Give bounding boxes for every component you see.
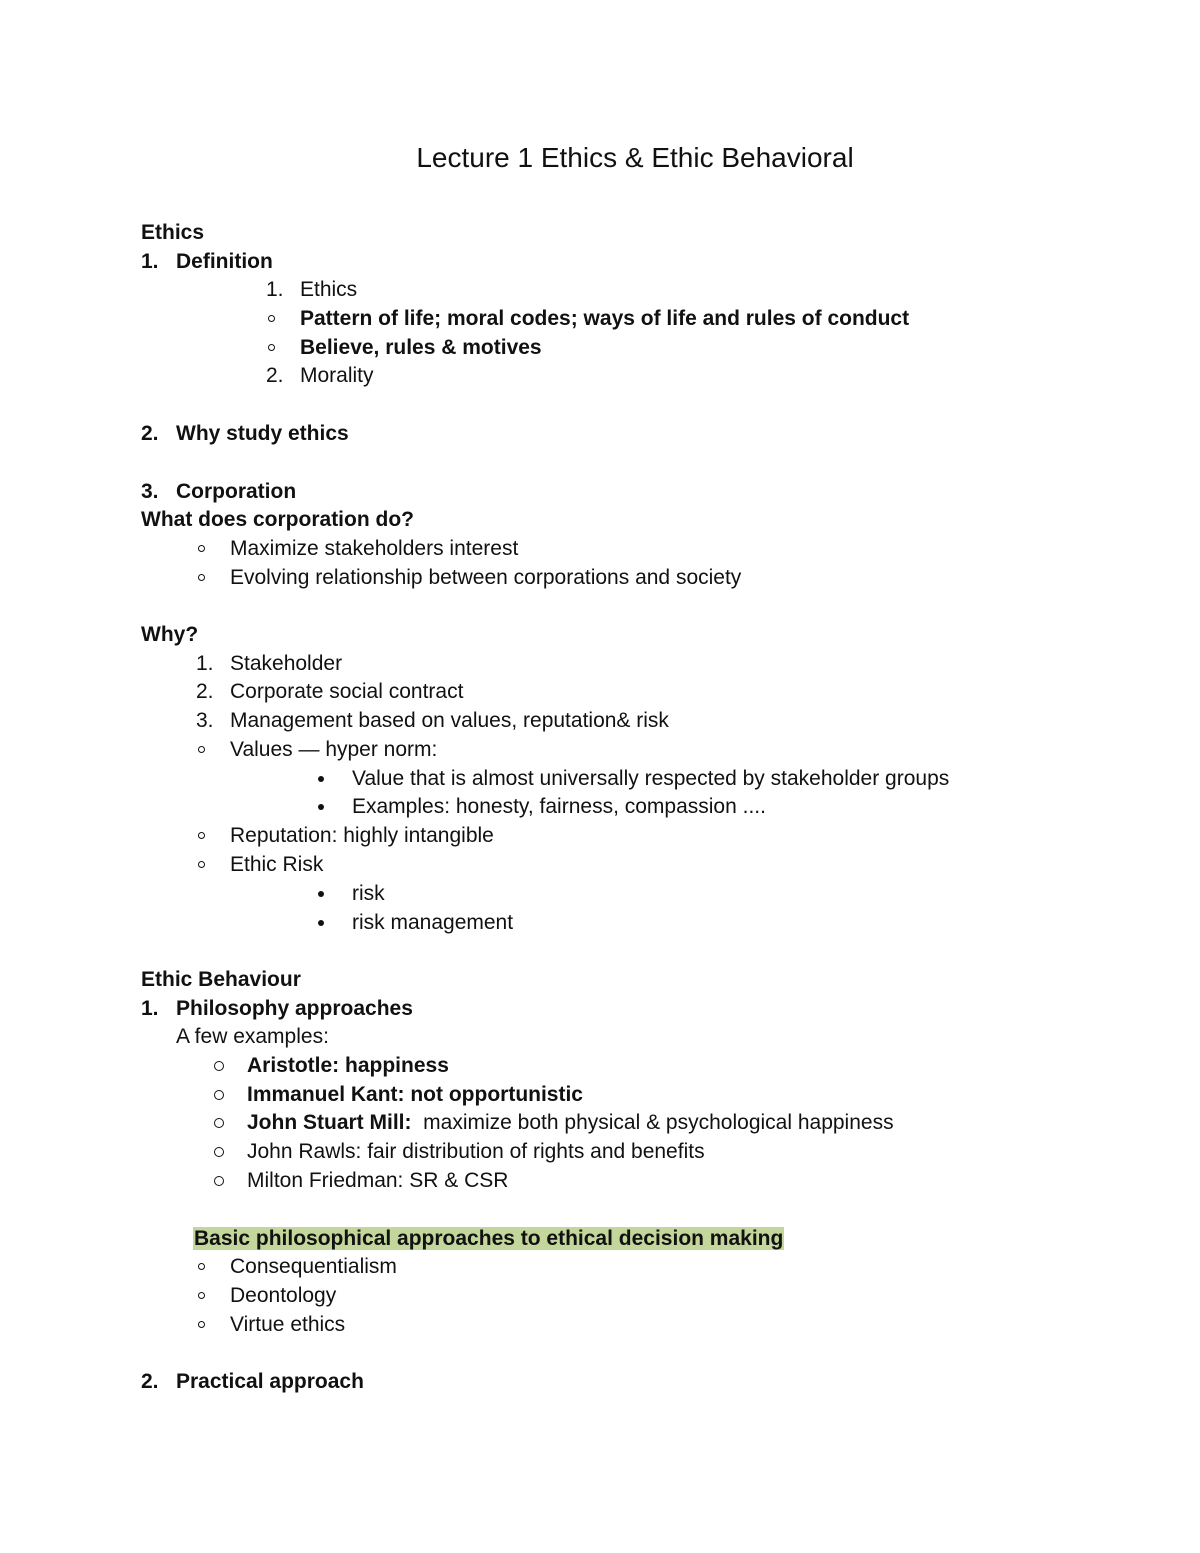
list-number: 3.: [196, 709, 214, 732]
disc-bullet-icon: [318, 804, 324, 810]
list-number: 1.: [196, 652, 214, 675]
disc-bullet-icon: [318, 891, 324, 897]
circle-bullet-icon: [198, 746, 205, 753]
section-heading-ethic-behaviour: Ethic Behaviour: [141, 968, 301, 991]
list-text: Stakeholder: [230, 652, 343, 675]
list-label: Philosophy approaches: [176, 997, 413, 1020]
page-title: Lecture 1 Ethics & Ethic Behavioral: [416, 142, 854, 173]
circle-bullet-icon: [198, 1321, 205, 1328]
list-text: Deontology: [230, 1284, 337, 1307]
circle-bullet-icon: [198, 1263, 205, 1270]
list-number: 3.: [141, 480, 159, 503]
list-text: Virtue ethics: [230, 1313, 346, 1336]
circle-bullet-icon: [268, 344, 275, 351]
section-heading-ethics: Ethics: [141, 221, 205, 244]
list-text: Consequentialism: [230, 1255, 397, 1278]
list-label: Definition: [176, 250, 273, 273]
circle-bullet-icon: [198, 861, 205, 868]
corporation-question: What does corporation do?: [141, 508, 414, 531]
list-text: maximize both physical & psychological happiness: [411, 1111, 894, 1134]
list-number: 1.: [266, 278, 284, 301]
list-text: Management based on values, reputation& risk: [230, 709, 669, 732]
list-text-bold: John Stuart Mill:: [247, 1111, 412, 1134]
list-text: Evolving relationship between corporations and society: [230, 566, 742, 589]
list-text: Maximize stakeholders interest: [230, 537, 519, 560]
list-text: risk: [352, 882, 385, 905]
list-text: Examples: honesty, fairness, compassion ....: [352, 795, 766, 818]
list-text-bold: Immanuel Kant: not opportunistic: [247, 1083, 583, 1106]
list-number: 2.: [266, 364, 284, 387]
list-text: risk management: [352, 911, 514, 934]
list-number: 2.: [141, 422, 159, 445]
list-text: Ethics: [300, 278, 358, 301]
highlighted-heading: [193, 1225, 784, 1253]
list-number: 2.: [196, 680, 214, 703]
circle-bullet-icon: [198, 574, 205, 581]
list-label: Practical approach: [176, 1370, 364, 1393]
list-number: 1.: [141, 250, 159, 273]
list-label: Corporation: [176, 480, 297, 503]
list-text: Morality: [300, 364, 374, 387]
list-number: 2.: [141, 1370, 159, 1393]
list-text: Reputation: highly intangible: [230, 824, 494, 847]
list-number: 1.: [141, 997, 159, 1020]
list-text-bold: Aristotle: happiness: [247, 1054, 449, 1077]
list-text: Milton Friedman: SR & CSR: [247, 1169, 509, 1192]
list-text: Believe, rules & motives: [300, 336, 542, 359]
circle-bullet-icon: [214, 1090, 224, 1100]
list-text: John Rawls: fair distribution of rights and benefits: [247, 1140, 705, 1163]
circle-bullet-icon: [198, 1292, 205, 1299]
list-text: Value that is almost universally respected by stakeholder groups: [352, 767, 950, 790]
circle-bullet-icon: [214, 1118, 224, 1128]
circle-bullet-icon: [198, 545, 205, 552]
few-examples-text: A few examples:: [176, 1025, 329, 1048]
circle-bullet-icon: [214, 1061, 224, 1071]
highlighted-text: Basic philosophical approaches to ethical decision making: [194, 1227, 784, 1250]
list-text: Corporate social contract: [230, 680, 464, 703]
list-label: Why study ethics: [176, 422, 349, 445]
circle-bullet-icon: [268, 315, 275, 322]
disc-bullet-icon: [318, 920, 324, 926]
disc-bullet-icon: [318, 776, 324, 782]
section-heading-why: Why?: [141, 623, 199, 646]
list-text: Pattern of life; moral codes; ways of life and rules of conduct: [300, 307, 910, 330]
circle-bullet-icon: [214, 1147, 224, 1157]
circle-bullet-icon: [214, 1176, 224, 1186]
list-text: Ethic Risk: [230, 853, 324, 876]
list-text: Values — hyper norm:: [230, 738, 438, 761]
circle-bullet-icon: [198, 832, 205, 839]
